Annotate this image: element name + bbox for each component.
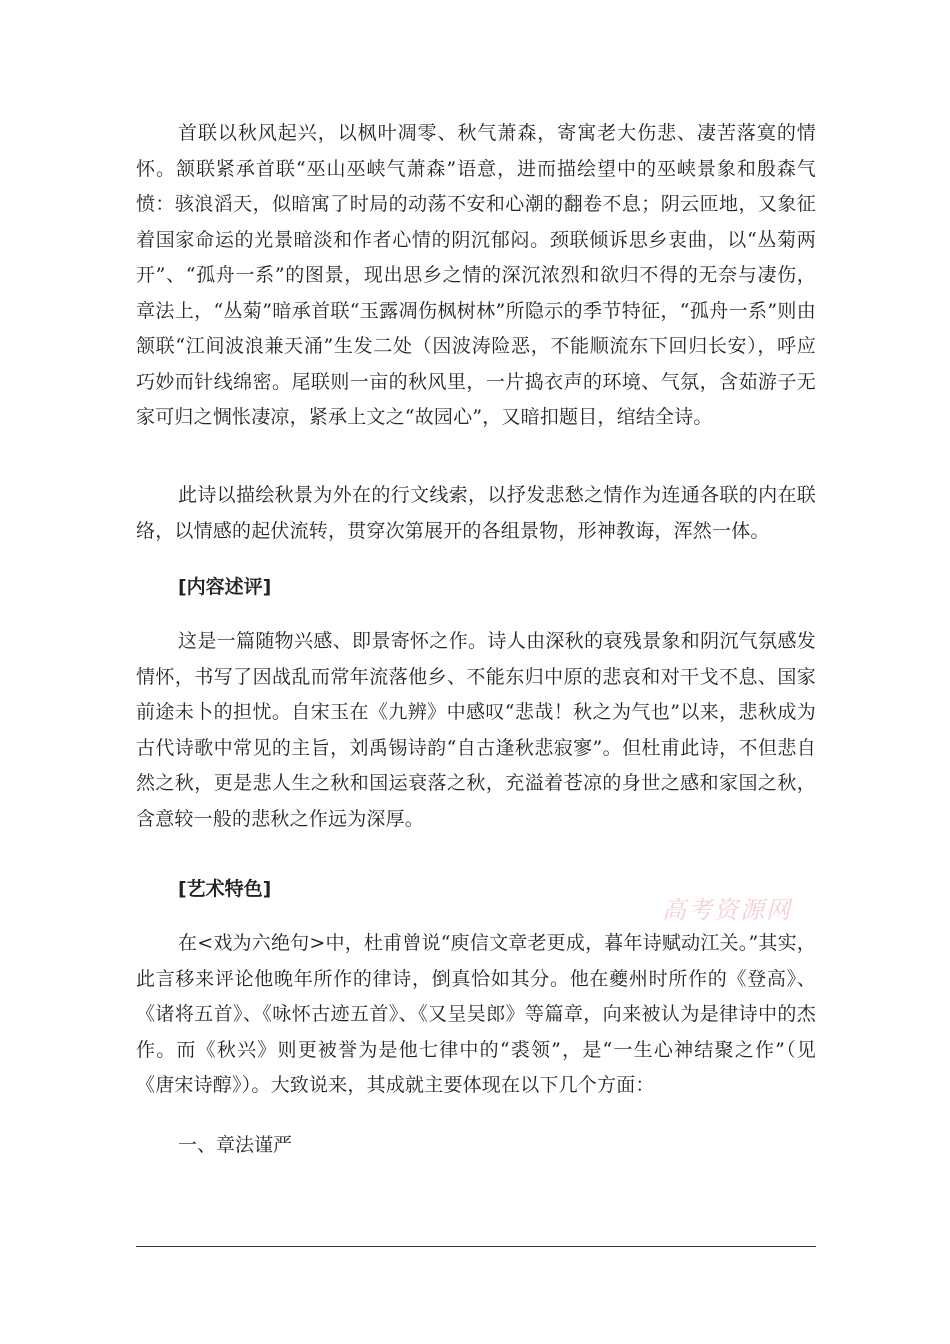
heading-section-one: 一、章法谨严 bbox=[178, 1134, 293, 1156]
paragraph-summary: 此诗以描绘秋景为外在的行文线索，以抒发悲愁之情作为连通各联的内在联络，以情感的起伏流转，贯穿次第展开的各组景物，形神教诲，浑然一体。 bbox=[136, 484, 816, 542]
paragraph-content-review: 这是一篇随物兴感、即景寄怀之作。诗人由深秋的衰残景象和阴沉气氛感发情怀，书写了因战乱而常年流落他乡、不能东归中原的悲哀和对干戈不息、国家前途未卜的担忧。自宋玉在《九辨》中感叹“悲哉！秋之为气也”以来，悲秋成为古代诗歌中常见的主旨，刘禹锡诗韵“自古逢秋悲寂寥”。但杜甫此诗，不但悲自然之秋，更是悲人生之秋和国运衰落之秋，充溢着苍凉的身世之感和家国之秋，含意较一般的悲秋之作远为深厚。 bbox=[136, 630, 816, 830]
heading-art-features: [艺术特色] bbox=[178, 878, 272, 900]
footer-divider bbox=[136, 1246, 816, 1247]
heading-content-review: [内容述评] bbox=[178, 576, 272, 598]
paragraph-art-features: 在<戏为六绝句>中，杜甫曾说“庾信文章老更成，暮年诗赋动江关。”其实，此言移来评论他晚年所作的律诗，倒真恰如其分。他在夔州时所作的《登高》、《诸将五首》、《咏怀古迹五首》、《又呈吴郎》等篇章，向来被认为是律诗中的杰作。而《秋兴》则更被誉为是他七律中的“裘领”，是“一生心神结聚之作”（见《唐宋诗醇》）。大致说来，其成就主要体现在以下几个方面： bbox=[136, 932, 816, 1096]
watermark-logo: 高考资源网 bbox=[662, 896, 792, 924]
paragraph-analysis: 首联以秋风起兴，以枫叶凋零、秋气萧森，寄寓老大伤悲、凄苦落寞的情怀。颔联紧承首联“巫山巫峡气萧森”语意，进而描绘望中的巫峡景象和殷森气愤：骇浪滔天，似暗寓了时局的动荡不安和心潮的翻卷不息；阴云匝地，又象征着国家命运的光景暗淡和作者心情的阴沉郁闷。颈联倾诉思乡衷曲，以“丛菊两开”、“孤舟一系”的图景，现出思乡之情的深沉浓烈和欲归不得的无奈与凄伤，章法上，“丛菊”暗承首联“玉露凋伤枫树林”所隐示的季节特征，“孤舟一系”则由颔联“江间波浪兼天涌”生发二处（因波涛险恶，不能顺流东下回归长安），呼应巧妙而针线绵密。尾联则一亩的秋风里，一片捣衣声的环境、气氛，含茹游子无家可归之惆怅凄凉，紧承上文之“故园心”，又暗扣题目，绾结全诗。 bbox=[136, 122, 816, 428]
